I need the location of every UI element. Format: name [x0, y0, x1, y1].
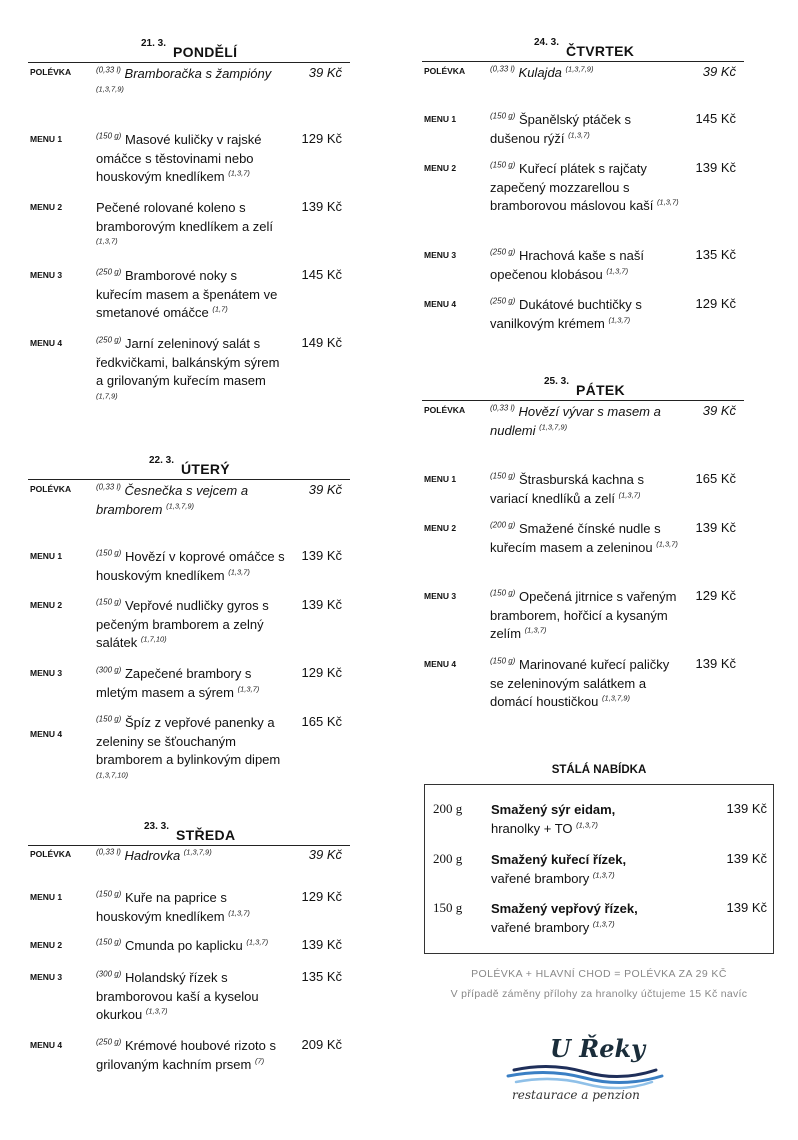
dish-text	[490, 296, 680, 333]
row-label: MENU 4	[30, 338, 63, 348]
item-text	[491, 851, 711, 888]
dish-weight: (200 g)	[490, 520, 516, 530]
dish-weight: (250 g)	[490, 247, 516, 257]
dish-price: 139 Kč	[695, 520, 736, 535]
dish-name: Cmunda po kaplicku	[124, 938, 243, 953]
logo-name: U Řeky	[550, 1034, 646, 1063]
dish-allergens: (1,3,7)	[656, 539, 678, 549]
dish-name: Marinované kuřecí paličky se zeleninovým salátkem a domácí houstičkou	[490, 657, 670, 709]
dish-weight: (250 g)	[490, 296, 516, 306]
dish-allergens: (1,3,7)	[228, 567, 250, 577]
row-label: MENU 3	[30, 270, 63, 280]
dish-allergens: (1,3,7)	[228, 908, 250, 918]
dish-price: 129 Kč	[301, 131, 342, 146]
row-label: MENU 1	[30, 134, 63, 144]
dish-price: 165 Kč	[695, 471, 736, 486]
row-label: MENU 4	[424, 299, 457, 309]
dish-weight: (250 g)	[96, 267, 122, 277]
row-label: MENU 2	[424, 163, 457, 173]
dish-text	[96, 937, 286, 956]
dish-allergens: (1,3,7,9)	[602, 693, 630, 703]
dish-allergens: (1,3,7,9)	[565, 64, 594, 74]
row-label: POLÉVKA	[30, 484, 72, 494]
dish-allergens: (1,7,10)	[140, 634, 167, 644]
dish-weight: (0,33 l)	[490, 403, 515, 413]
dish-allergens: (1,3,7,9)	[166, 501, 195, 511]
dish-allergens: (1,3,7,9)	[96, 84, 124, 94]
dish-weight: (150 g)	[96, 597, 122, 607]
dish-name: Vepřové nudličky gyros s pečeným bramborem a zelný salátek	[96, 598, 269, 650]
dish-price: 139 Kč	[695, 656, 736, 671]
dish-name: Česnečka s vejcem a bramborem	[96, 483, 249, 517]
dish-price: 39 Kč	[702, 64, 736, 79]
dish-name: Španělský ptáček s dušenou rýží	[490, 112, 631, 146]
item-allergens: (1,3,7)	[592, 919, 615, 929]
dish-weight: (0,33 l)	[490, 64, 515, 74]
dish-weight: (300 g)	[96, 969, 122, 979]
item-side: vařené brambory	[491, 919, 590, 935]
dish-text	[96, 131, 286, 187]
item-allergens: (1,3,7)	[592, 870, 615, 880]
dish-price: 145 Kč	[695, 111, 736, 126]
dish-price: 139 Kč	[695, 160, 736, 175]
day-friday	[422, 370, 744, 709]
dish-name: Masové kuličky v rajské omáčce s těstovinami nebo houskovým knedlíkem	[96, 132, 262, 184]
dish-name: Smažené čínské nudle s kuřecím masem a zeleninou	[490, 521, 661, 555]
dish-name: Dukátové buchtičky s vanilkovým krémem	[490, 297, 642, 331]
dish-price: 135 Kč	[301, 969, 342, 984]
day-tuesday	[28, 449, 350, 780]
dish-name: Pečené rolované koleno s bramborovým knedlíkem a zelí	[96, 200, 274, 234]
dish-weight: (150 g)	[490, 656, 516, 666]
dish-weight: (150 g)	[96, 548, 122, 558]
dish-price: 139 Kč	[301, 548, 342, 563]
dish-text	[490, 111, 680, 148]
dish-text	[96, 889, 286, 926]
item-price: 139 Kč	[726, 801, 767, 816]
dish-weight: (150 g)	[96, 714, 122, 724]
dish-price: 39 Kč	[702, 403, 736, 418]
day-name: ÚTERÝ	[181, 461, 230, 477]
dish-price: 135 Kč	[695, 247, 736, 262]
item-name: Smažený sýr eidam,	[491, 802, 616, 817]
dish-weight: (250 g)	[96, 335, 122, 345]
dish-text	[490, 588, 680, 644]
dish-weight: (250 g)	[96, 1037, 122, 1047]
logo-subtitle: restaurace a penzion	[512, 1088, 640, 1102]
dish-text	[96, 597, 286, 653]
item-weight: 200 g	[433, 801, 463, 816]
dish-weight: (300 g)	[96, 665, 122, 675]
dish-text	[490, 520, 680, 557]
day-name: ČTVRTEK	[566, 43, 635, 59]
dish-allergens: (1,3,7,10)	[96, 770, 129, 780]
dish-text	[96, 847, 286, 866]
dish-text	[96, 65, 286, 102]
standing-offer-title: STÁLÁ NABÍDKA	[551, 764, 647, 776]
row-label: MENU 3	[424, 591, 457, 601]
row-label: MENU 4	[424, 659, 457, 669]
day-header	[28, 815, 350, 845]
dish-weight: (150 g)	[490, 160, 516, 170]
wave-line	[516, 1079, 652, 1088]
dish-allergens: (1,3,7)	[608, 315, 631, 325]
row-label: MENU 2	[424, 523, 457, 533]
dish-weight: (150 g)	[490, 111, 516, 121]
row-label: MENU 2	[30, 202, 63, 212]
dish-name: Hadrovka	[124, 848, 181, 863]
dish-text	[96, 714, 286, 788]
dish-allergens: (1,7)	[212, 304, 228, 314]
dish-weight: (150 g)	[96, 889, 122, 899]
day-date: 24. 3.	[534, 37, 560, 48]
row-label: MENU 4	[30, 1040, 63, 1050]
dish-text	[96, 199, 286, 255]
dish-name: Hovězí v koprové omáčce s houskovým knedlíkem	[96, 549, 285, 583]
row-label: MENU 1	[30, 551, 63, 561]
item-side: vařené brambory	[491, 870, 590, 886]
day-header	[28, 449, 350, 479]
dish-allergens: (1,3,7)	[96, 236, 118, 246]
dish-allergens: (1,3,7,9)	[183, 847, 212, 857]
dish-allergens: (1,3,7)	[618, 490, 641, 500]
dish-price: 165 Kč	[301, 714, 342, 729]
dish-name: Bramborové noky s kuřecím masem a špenátem ve smetanové omáčce	[96, 268, 278, 320]
dish-allergens: (7)	[254, 1056, 265, 1066]
dish-name: Zapečené brambory s mletým masem a sýrem	[96, 666, 252, 700]
item-text	[491, 900, 711, 937]
dish-name: Bramboračka s žampióny	[124, 66, 272, 81]
restaurant-logo	[500, 1030, 670, 1110]
fries-surcharge-note: V případě záměny přílohy za hranolky účtujeme 15 Kč navíc	[450, 988, 748, 1000]
dish-name: Kuře na paprice s houskovým knedlíkem	[96, 890, 227, 924]
day-monday	[28, 32, 350, 401]
dish-price: 209 Kč	[301, 1037, 342, 1052]
row-label: MENU 1	[30, 892, 63, 902]
day-header	[422, 31, 744, 61]
dish-weight: (150 g)	[490, 588, 516, 598]
standing-offer-box	[424, 784, 774, 954]
item-name: Smažený kuřecí řízek,	[491, 852, 627, 867]
combo-note: POLÉVKA + HLAVNÍ CHOD = POLÉVKA ZA 29 KČ	[471, 968, 727, 980]
dish-text	[490, 64, 680, 83]
day-wednesday	[28, 815, 350, 1072]
dish-text	[96, 335, 286, 409]
dish-price: 129 Kč	[695, 588, 736, 603]
day-date: 25. 3.	[544, 376, 570, 387]
dish-text	[490, 403, 680, 440]
item-allergens: (1,3,7)	[576, 820, 598, 830]
dish-text	[96, 267, 286, 323]
day-date: 22. 3.	[149, 455, 175, 466]
dish-allergens: (1,3,7)	[228, 168, 250, 178]
dish-weight: (150 g)	[96, 131, 122, 141]
divider	[28, 479, 350, 480]
dish-allergens: (1,3,7)	[246, 937, 269, 947]
dish-weight: (0,33 l)	[96, 482, 121, 492]
row-label: MENU 3	[30, 668, 63, 678]
dish-weight: (150 g)	[96, 937, 122, 947]
dish-name: Kuřecí plátek s rajčaty zapečený mozzarellou s bramborovou máslovou kaší	[490, 161, 654, 213]
row-label: POLÉVKA	[30, 849, 72, 859]
divider	[28, 845, 350, 846]
dish-text	[96, 482, 286, 519]
dish-text	[490, 656, 680, 712]
dish-price: 129 Kč	[301, 665, 342, 680]
dish-text	[96, 969, 286, 1025]
dish-price: 129 Kč	[301, 889, 342, 904]
dish-name: Opečená jitrnice s vařeným bramborem, hořčicí a kysaným zelím	[490, 589, 677, 641]
dish-name: Štrasburská kachna s variací knedlíků a zelí	[490, 472, 644, 506]
dish-price: 149 Kč	[301, 335, 342, 350]
dish-allergens: (1,3,7)	[145, 1006, 168, 1016]
row-label: MENU 4	[30, 729, 63, 739]
day-header	[422, 370, 744, 400]
dish-weight: (150 g)	[490, 471, 516, 481]
item-text	[491, 801, 711, 838]
dish-text	[96, 665, 286, 702]
day-date: 21. 3.	[141, 38, 167, 49]
dish-price: 39 Kč	[308, 65, 342, 80]
dish-price: 139 Kč	[301, 597, 342, 612]
item-side: hranolky + TO	[491, 820, 573, 836]
dish-price: 129 Kč	[695, 296, 736, 311]
dish-price: 145 Kč	[301, 267, 342, 282]
row-label: POLÉVKA	[424, 66, 466, 76]
row-label: POLÉVKA	[424, 405, 466, 415]
divider	[28, 62, 350, 63]
dish-allergens: (1,7,9)	[96, 391, 118, 401]
dish-allergens: (1,3,7)	[524, 625, 547, 635]
dish-name: Hrachová kaše s naší opečenou klobásou	[490, 248, 644, 282]
item-price: 139 Kč	[726, 900, 767, 915]
dish-allergens: (1,3,7)	[568, 130, 590, 140]
dish-allergens: (1,3,7)	[656, 197, 679, 207]
dish-weight: (0,33 l)	[96, 65, 121, 75]
row-label: MENU 1	[424, 474, 457, 484]
row-label: MENU 3	[30, 972, 63, 982]
dish-text	[96, 1037, 286, 1074]
dish-text	[490, 247, 680, 284]
row-label: POLÉVKA	[30, 67, 72, 77]
dish-allergens: (1,3,7)	[237, 684, 260, 694]
row-label: MENU 3	[424, 250, 457, 260]
day-date: 23. 3.	[144, 821, 170, 832]
dish-name: Krémové houbové rizoto s grilovaným kachním prsem	[96, 1038, 277, 1072]
dish-weight: (0,33 l)	[96, 847, 121, 857]
dish-name: Hovězí vývar s masem a nudlemi	[490, 404, 661, 438]
dish-name: Kulajda	[518, 65, 562, 80]
dish-name: Jarní zeleninový salát s ředkvičkami, balkánským sýrem a grilovaným kuřecím masem	[96, 336, 280, 388]
dish-price: 39 Kč	[308, 847, 342, 862]
day-thursday	[422, 31, 744, 331]
dish-price: 139 Kč	[301, 937, 342, 952]
dish-allergens: (1,3,7,9)	[539, 422, 568, 432]
dish-allergens: (1,3,7)	[606, 266, 629, 276]
row-label: MENU 1	[424, 114, 457, 124]
row-label: MENU 2	[30, 600, 63, 610]
wave-icon	[500, 1064, 670, 1090]
day-header	[28, 32, 350, 62]
day-name: STŘEDA	[176, 827, 236, 843]
divider	[422, 400, 744, 401]
row-label: MENU 2	[30, 940, 63, 950]
item-name: Smažený vepřový řízek,	[491, 901, 638, 916]
dish-name: Špíz z vepřové panenky a zeleniny se šťouchaným bramborem a bylinkovým dipem	[96, 715, 281, 767]
dish-price: 39 Kč	[308, 482, 342, 497]
item-weight: 150 g	[433, 900, 463, 915]
dish-text	[96, 548, 286, 585]
dish-price: 139 Kč	[301, 199, 342, 214]
dish-name: Holandský řízek s bramborovou kaší a kyselou okurkou	[96, 970, 259, 1022]
dish-text	[490, 160, 680, 216]
dish-text	[490, 471, 680, 508]
day-name: PONDĚLÍ	[173, 44, 238, 60]
day-name: PÁTEK	[576, 382, 625, 398]
item-weight: 200 g	[433, 851, 463, 866]
item-price: 139 Kč	[726, 851, 767, 866]
divider	[422, 61, 744, 62]
